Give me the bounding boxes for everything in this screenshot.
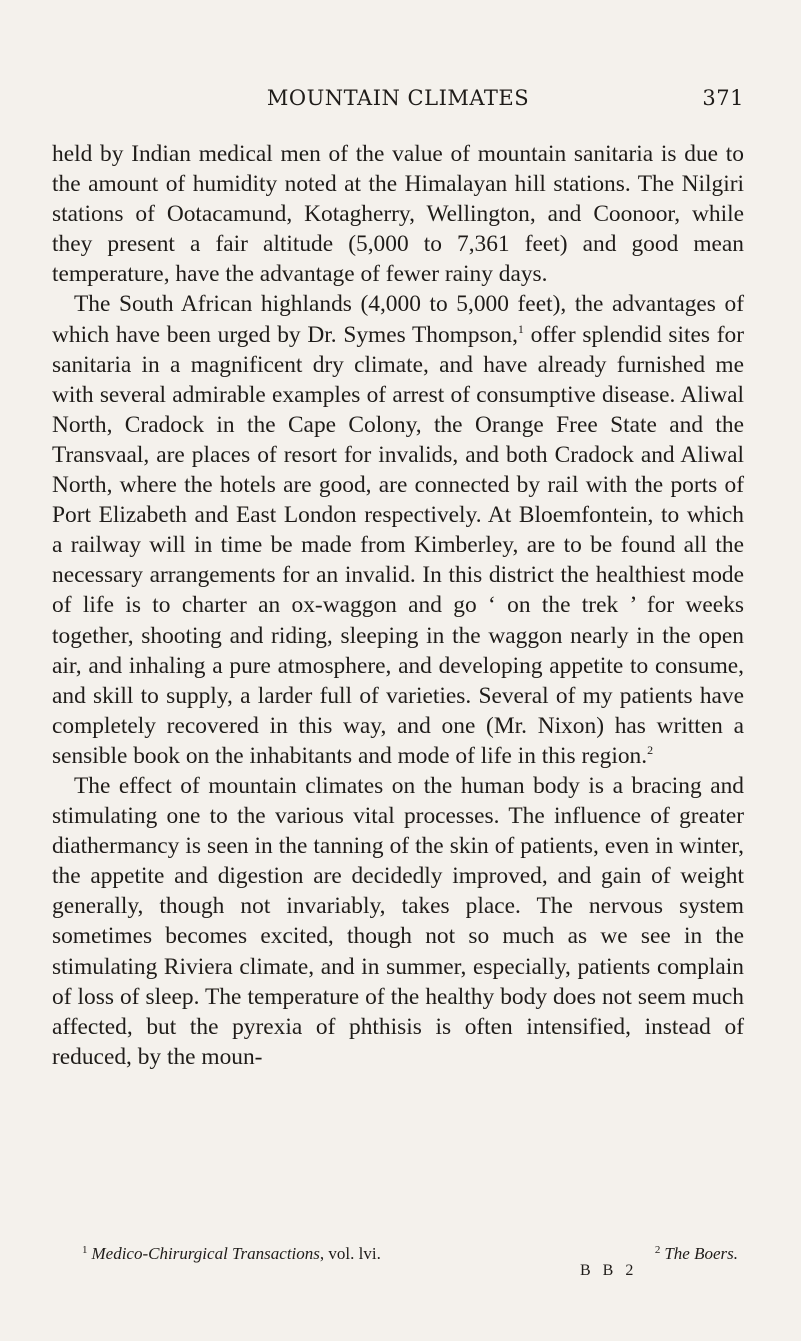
signature-mark: B B 2 bbox=[580, 1262, 638, 1279]
footnote-marker: 2 bbox=[654, 1244, 661, 1256]
body-text bbox=[52, 139, 744, 1072]
footnote bbox=[655, 1239, 744, 1265]
footnote-reference: 2 bbox=[647, 742, 654, 757]
running-title: MOUNTAIN CLIMATES bbox=[266, 86, 530, 110]
footnote-source: Medico-Chirurgical Transactions bbox=[91, 1244, 320, 1263]
paragraph bbox=[52, 289, 744, 771]
running-header bbox=[52, 86, 744, 114]
footnotes bbox=[52, 1239, 744, 1265]
footnote-detail: , vol. lvi. bbox=[319, 1244, 381, 1263]
page-number: 371 bbox=[702, 86, 744, 110]
paragraph-text: The South African highlands (4,000 to 5,000 feet), the advantages of which have been urged by Dr. Symes Thompson, bbox=[52, 291, 744, 348]
footnote-source: The Boers. bbox=[664, 1244, 738, 1263]
footnote-reference: 1 bbox=[517, 321, 524, 336]
paragraph: The effect of mountain climates on the human body is a bracing and stimulating one to the various vital processes. The influence of greater diathermancy is seen in the tanning of the skin of patients, even in winter, the appetite and digestion are decidedly improved, and gain of weight generally, though not invariably, takes place. The nervous system sometimes becomes excited, though not so much as we see in the stimulating Riviera climate, and in summer, especially, patients complain of loss of sleep. The temperature of the healthy body does not seem much affected, but the pyrexia of phthisis is often intensified, instead of reduced, by the moun- bbox=[52, 772, 744, 1070]
paragraph: held by Indian medical men of the value of mountain sanitaria is due to the amount of humidity noted at the Himalayan hill stations. The Nilgiri stations of Ootacamund, Kotagherry, Wellington, and Coonoor, while they present a fair altitude (5,000 to 7,361 feet) and good mean temperature, have the advantage of fewer rainy days. bbox=[52, 141, 744, 288]
footnote-marker: 1 bbox=[82, 1244, 88, 1256]
paragraph-text: offer splendid sites for sanitaria in a magnificent dry climate, and have already furnished me with several admirable examples of arrest of consumptive disease. Aliwal North, Cradock in the Cape Colony, the Orange Free State and the Transvaal, are places of resort for invalids, and both Cradock and Aliwal North, where the hotels are good, are connected by rail with the ports of Port Elizabeth and East London respectively. At Bloemfontein, to which a railway will in time be made from Kimberley, are to be found all the necessary arrangements for an invalid. In this district the healthiest mode of life is to charter an ox-waggon and go ‘ on the trek ’ for weeks together, shooting and riding, sleeping in the waggon nearly in the open air, and inhaling a pure atmosphere, and developing appetite to consume, and skill to supply, a larder full of varieties. Several of my patients have completely recovered in this way, and one (Mr. Nixon) has written a sensible book on the inhabitants and mode of life in this region. bbox=[52, 321, 744, 769]
footnote bbox=[52, 1239, 381, 1265]
